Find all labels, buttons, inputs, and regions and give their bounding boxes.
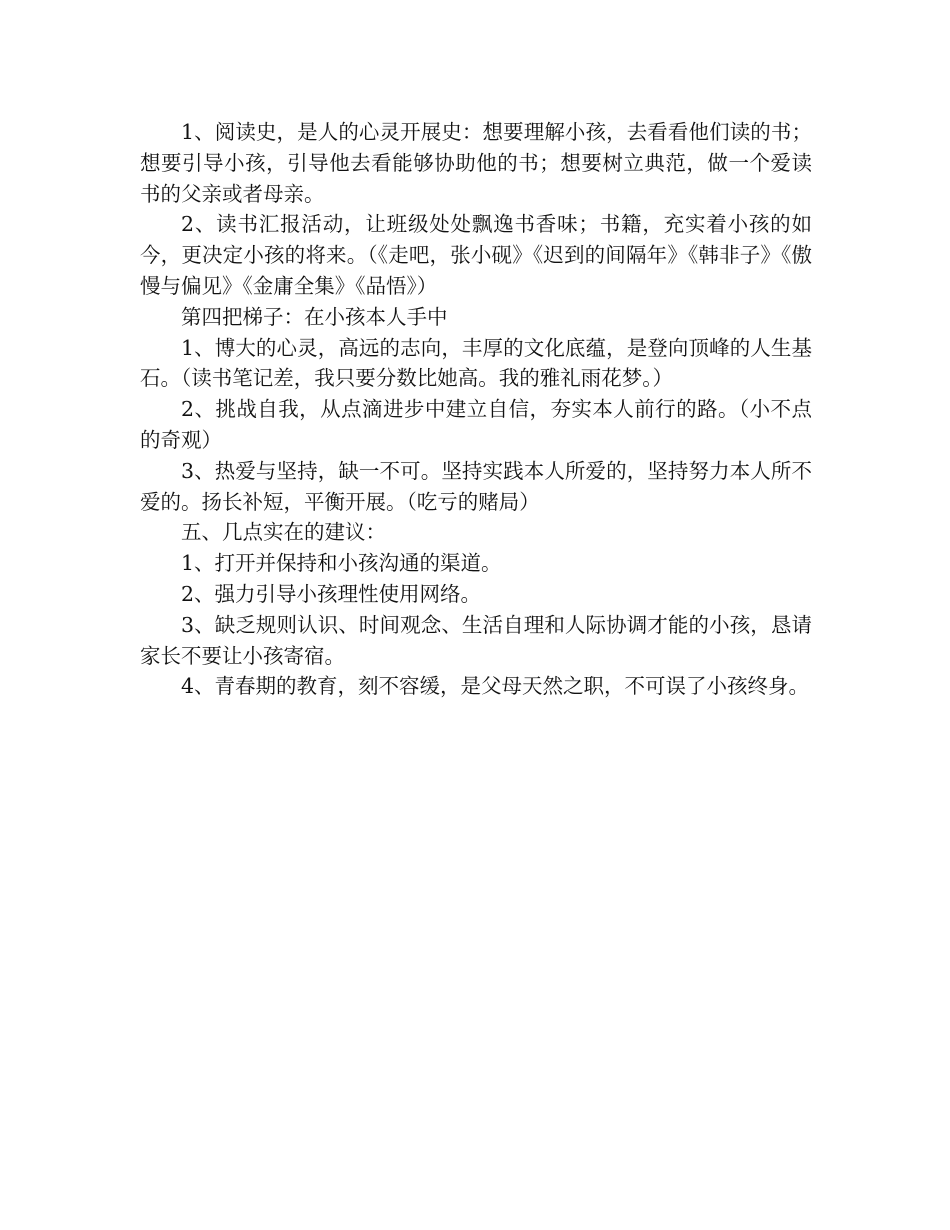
paragraph-suggestion-boarding: 3、缺乏规则认识、时间观念、生活自理和人际协调才能的小孩，恳请家长不要让小孩寄宿。: [140, 612, 812, 668]
section-heading-fourth-ladder: 第四把梯子：在小孩本人手中: [181, 304, 448, 329]
paragraph-reading-history: 1、阅读史，是人的心灵开展史：想要理解小孩，去看看他们读的书；想要引导小孩，引导他去看能够协助他的书；想要树立典范，做一个爱读书的父亲或者母亲。: [140, 120, 812, 206]
section-heading-suggestions: 五、几点实在的建议：: [181, 520, 386, 545]
document-page: [140, 117, 812, 702]
paragraph-suggestion-internet: 2、强力引导小孩理性使用网络。: [181, 581, 482, 606]
paragraph-suggestion-communication: 1、打开并保持和小孩沟通的渠道。: [181, 551, 502, 576]
paragraph-challenge-self: 2、挑战自我，从点滴进步中建立自信，夯实本人前行的路。（小不点的奇观）: [140, 397, 812, 452]
paragraph-suggestion-adolescence: 4、青春期的教育，刻不容缓，是父母天然之职，不可误了小孩终身。: [181, 674, 810, 699]
paragraph-broad-mind: 1、博大的心灵，高远的志向，丰厚的文化底蕴，是登向顶峰的人生基石。（读书笔记差，我只要分数比她高。我的雅礼雨花梦。）: [140, 335, 812, 391]
paragraph-reading-report: 2、读书汇报活动，让班级处处飘逸书香味；书籍，充实着小孩的如今，更决定小孩的将来。（《走吧，张小砚》《迟到的间隔年》《韩非子》《傲慢与偏见》《金庸全集》《品悟》）: [140, 212, 812, 298]
paragraph-passion-persistence: 3、热爱与坚持，缺一不可。坚持实践本人所爱的，坚持努力本人所不爱的。扬长补短，平衡开展。（吃亏的赌局）: [140, 458, 812, 514]
